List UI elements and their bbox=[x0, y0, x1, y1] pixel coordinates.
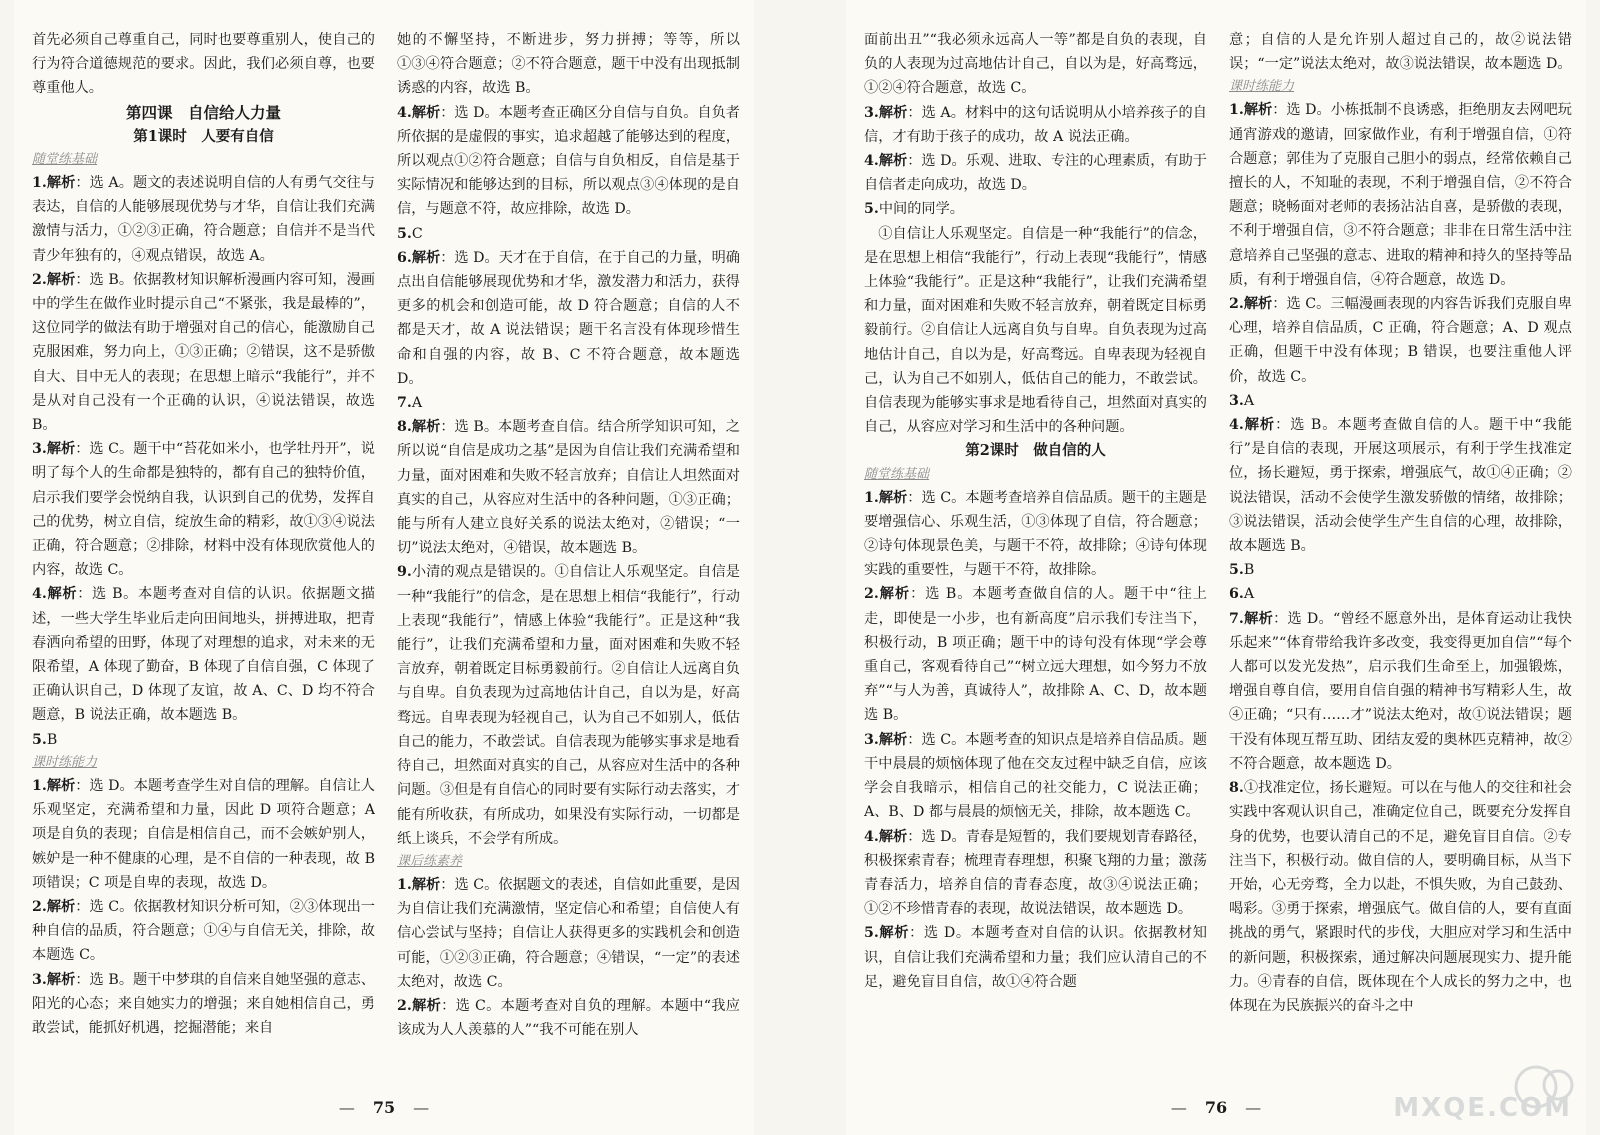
answer-item bbox=[397, 415, 740, 560]
answer-number: 5. bbox=[32, 731, 47, 748]
watermark-text: MXQE.COM bbox=[1393, 1093, 1572, 1123]
answer-keyword: 解析 bbox=[46, 971, 76, 988]
answer-keyword: 解析 bbox=[46, 898, 76, 915]
continued-paragraph: 面前出丑”“我必须永远高人一等”都是自负的表现，自负的人表现为过高地估计自己，自以为是，好高骛远，①②④符合题意，故选 C。 bbox=[864, 32, 1207, 97]
answer-number: 8. bbox=[1229, 780, 1244, 797]
answer-item bbox=[864, 728, 1207, 825]
answer-item bbox=[1229, 292, 1572, 389]
answer-text: ：选 C。依据教材知识分析可知，②③体现出一种自信的品质，符合题意；①④与自信无关，排除，故本题选 C。 bbox=[32, 898, 375, 964]
answer-item bbox=[864, 921, 1207, 994]
answer-number: 3. bbox=[1229, 392, 1244, 409]
left-page-column-1 bbox=[32, 28, 375, 1075]
answer-text: C bbox=[411, 225, 423, 242]
answer-text: ：选 B。本题考查自信。结合所学知识可知，之所以说“自信是成功之基”是因为自信让我们充满希望和力量，面对困难和失败不轻言放弃；自信让人坦然面对真实的自己，从容应对生活中的各种问题，①③正确；能与所有人建立良好关系的说法太绝对，②错误；“一切”说法太绝对，④错误，故本题选 B。 bbox=[397, 419, 740, 557]
answer-keyword: 解析 bbox=[46, 175, 76, 192]
answer-item bbox=[864, 101, 1207, 149]
answer-number: 1. bbox=[397, 876, 412, 893]
answer-number: 4. bbox=[32, 586, 47, 603]
answer-item bbox=[32, 437, 375, 582]
answer-keyword: 解析 bbox=[411, 104, 441, 121]
answer-number: 3. bbox=[32, 441, 47, 458]
answer-text: ①找准定位，扬长避短。可以在与他人的交往和社会实践中客观认识自己，准确定位自己，既要充分发挥自身的优势，也要认清自己的不足，避免盲目自信。②专注当下，积极行动。做自信的人，要明确目标，从当下开始，心无旁骛，全力以赴，不惧失败，为自己鼓劲、喝彩。③勇于探索，增强底气。做自信的人，要有直面挑战的勇气，紧跟时代的步伐，大胆应对学习和生活中的新问题，积极探索，通过解决问题展现实力、提升能力。④青春的自信，既体现在个人成长的努力之中，也体现在为民族振兴的奋斗之中 bbox=[1229, 780, 1572, 1014]
answer-keyword: 解析 bbox=[1243, 610, 1274, 627]
answer-text: ：选 B。本题考查做自信的人。题干中“往上走，即使是一小步，也有新高度”启示我们专注当下，积极行动，B 项正确；题干中的诗句没有体现“学会尊重自己，客观看待自己”“树立远大理想，如今努力不放弃”“与人为善，真诚待人”，故排除 A、C、D，故本题选 B。 bbox=[864, 586, 1207, 724]
answer-item bbox=[32, 895, 375, 968]
answer-item bbox=[397, 994, 740, 1042]
answer-text: A bbox=[1243, 586, 1255, 603]
section-tag: 课时练能力 bbox=[32, 754, 98, 770]
lesson-title: 第四课 自信给人力量 bbox=[125, 102, 281, 122]
answer-text: ：选 C。题干中“苔花如米小，也学牡丹开”，说明了每个人的生命都是独特的，都有自己的独特价值，启示我们要学会悦纳自我，认识到自己的优势，发挥自己的优势，树立自信，绽放生命的精彩，故①③④说法正确，符合题意；②排除，材料中没有体现欣赏他人的内容，故选 C。 bbox=[32, 441, 375, 579]
answer-text: ：选 C。本题考查对自负的理解。本题中“我应该成为人人羡慕的人”“我不可能在别人 bbox=[397, 997, 740, 1039]
answer-item bbox=[864, 582, 1207, 727]
answer-item bbox=[864, 825, 1207, 922]
answer-number: 1. bbox=[32, 175, 47, 192]
right-page bbox=[846, 0, 1586, 1135]
answer-text: ：选 D。乐观、进取、专注的心理素质，有助于自信者走向成功，故选 D。 bbox=[864, 153, 1207, 194]
section-title: 第1课时 人要有自信 bbox=[133, 127, 274, 145]
answer-item bbox=[864, 149, 1207, 197]
answer-text: ：选 C。依据题文的表述，自信如此重要，是因为自信让我们充满激情，坚定信心和希望；自信使人有信心尝试与坚持；自信让人获得更多的实践机会和创造可能，①②③正确，符合题意；④错误，“一定”的表述太绝对，故选 C。 bbox=[397, 876, 740, 990]
answer-text: 中间的同学。 bbox=[878, 201, 964, 218]
answer-keyword: 解析 bbox=[46, 441, 76, 458]
answer-text: ：选 B。本题考查对自信的认识。依据题文描述，一些大学生毕业后走向田间地头，拼搏进取，把青春洒向希望的田野，体现了对理想的追求，对未来的无限希望，A 体现了勤奋，B 体现了自信自强，C 体现了正确认识自己，D 体现了友谊，故 A、C、D 均不符合题意，B 说法正确，故本题选 B。 bbox=[32, 586, 375, 724]
answer-text: ：选 D。天才在于自信，在于自己的力量，明确点出自信能够展现优势和才华，激发潜力和活力，获得更多的机会和创造可能，故 D 符合题意；自信的人不都是天才，故 A 说法错误；题干名言没有体现珍惜生命和自强的内容，故 B、C 不符合题意，故本题选 D。 bbox=[397, 249, 740, 387]
answer-keyword: 解析 bbox=[46, 586, 78, 603]
answer-item bbox=[864, 486, 1207, 583]
answer-keyword: 解析 bbox=[46, 271, 76, 288]
answer-item bbox=[1229, 98, 1572, 292]
answer-text: ：选 D。本题考查正确区分自信与自负。自负者所依据的是虚假的事实，追求超越了能够达到的程度，所以观点①②符合题意；自信与自负相反，自信是基于实际情况和能够达到的目标，所以观点③④体现的是自信，与题意不符，故应排除，故选 D。 bbox=[397, 104, 740, 218]
answer-text: ：选 B。本题考查做自信的人。题干中“我能行”是自信的表现，开展这项展示，有利于学生找准定位，扬长避短，勇于探索，增强底气，故①④正确；②说法错误，活动不会使学生激发骄傲的情绪，故排除；③说法错误，活动会使学生产生自信的心理，故排除，故本题选 B。 bbox=[1229, 417, 1572, 555]
answer-keyword: 解析 bbox=[878, 586, 911, 603]
answer-item bbox=[32, 268, 375, 437]
answer-item bbox=[1229, 607, 1572, 776]
answer-text: B bbox=[46, 731, 58, 748]
answer-item bbox=[1229, 582, 1572, 606]
section-tag: 课时练能力 bbox=[1229, 79, 1295, 95]
answer-item bbox=[32, 968, 375, 1041]
answer-text: ：选 B。依据教材知识解析漫画内容可知，漫画中的学生在做作业时提示自己“不紧张，我是最棒的”，这位同学的做法有助于增强对自己的信心，能激励自己克服困难，努力向上，①③正确；②错误，这不是骄傲自大、目中无人的表现；在思想上暗示“我能行”，并不是从对自己没有一个正确的认识，④说法错误，故选 B。 bbox=[32, 271, 375, 434]
answer-number: 2. bbox=[1229, 296, 1244, 313]
answer-paragraph: ①自信让人乐观坚定。自信是一种“我能行”的信念，是在思想上相信“我能行”，行动上表现“我能行”，情感上体验“我能行”。正是这种“我能行”，让我们充满希望和力量，面对困难和失败不轻言放弃，朝着既定目标勇毅前行。②自信让人远离自负与自卑。自负表现为过高地估计自己，自以为是，好高骛远。自卑表现为轻视自己，认为自己不如别人，低估自己的能力，不敢尝试。自信表现为能够实事求是地看待自己，坦然面对真实的自己，从容应对学习和生活中的各种问题。 bbox=[864, 225, 1207, 436]
answer-text: ：选 C。三幅漫画表现的内容告诉我们克服自卑心理，培养自信品质，C 正确，符合题意；A、D 观点正确，但题干中没有体现；B 错误，也要注重他人评价，故选 C。 bbox=[1229, 296, 1572, 385]
answer-number: 5. bbox=[397, 225, 412, 242]
answer-text: ：选 C。本题考查的知识点是培养自信品质。题干中晨晨的烦恼体现了他在交友过程中缺乏自信，应该学会自我暗示，相信自己的社交能力，C 说法正确；A、B、D 都与晨晨的烦恼无关，排除，故本题选 C。 bbox=[864, 731, 1207, 821]
answer-item bbox=[864, 197, 1207, 221]
page-number: — 76 — bbox=[1170, 1098, 1262, 1117]
answer-keyword: 解析 bbox=[878, 153, 908, 170]
answer-keyword: 解析 bbox=[878, 828, 908, 845]
answer-text: B bbox=[1243, 562, 1255, 579]
answer-number: 5. bbox=[864, 925, 879, 942]
page-number-value: 76 bbox=[1204, 1098, 1228, 1117]
answer-number: 2. bbox=[32, 271, 47, 288]
answer-item bbox=[32, 774, 375, 895]
answer-text: ：选 D。“曾经不愿意外出，是体育运动让我快乐起来”“体育带给我许多改变，我变得更加自信”“每个人都可以发光发热”，启示我们生命至上，加强锻炼，增强自尊自信，要用自信自强的精神书写精彩人生，故④正确；“只有……才”说法太绝对，故①说法错误；题干没有体现互帮互助、团结友爱的奥林匹克精神，故②不符合题意，故本题选 D。 bbox=[1229, 610, 1572, 772]
answer-keyword: 解析 bbox=[411, 997, 442, 1014]
intro-paragraph: 首先必须自己尊重自己，同时也要尊重别人，使自己的行为符合道德规范的要求。因此，我们必须自尊，也要尊重他人。 bbox=[32, 32, 375, 97]
answer-keyword: 解析 bbox=[1243, 102, 1273, 119]
answer-keyword: 解析 bbox=[878, 489, 908, 506]
answer-number: 7. bbox=[397, 395, 412, 412]
answer-text: ：选 C。本题考查培养自信品质。题干的主题是要增强信心、乐观生活，①③体现了自信，符合题意；②诗句体现景色美，与题干不符，故排除；④诗句体现实践的重要性，与题干不符，故排除。 bbox=[864, 489, 1207, 579]
answer-number: 2. bbox=[864, 586, 879, 603]
answer-item bbox=[32, 171, 375, 268]
answer-number: 3. bbox=[864, 731, 879, 748]
continued-paragraph: 意；自信的人是允许别人超过自己的，故②说法错误；“一定”说法太绝对，故③说法错误，故本题选 D。 bbox=[1229, 32, 1572, 73]
left-page-column-2 bbox=[397, 28, 740, 1075]
answer-text: A bbox=[1243, 392, 1255, 409]
right-page-column-2 bbox=[1229, 28, 1572, 1075]
answer-number: 8. bbox=[397, 419, 412, 436]
section-title: 第2课时 做自信的人 bbox=[965, 442, 1106, 460]
answer-keyword: 解析 bbox=[411, 876, 441, 893]
answer-text: ：选 B。题干中梦琪的自信来自她坚强的意志、阳光的心态；来自她实力的增强；来自她相信自己，勇敢尝试，能抓好机遇，挖掘潜能；来自 bbox=[32, 971, 375, 1036]
answer-item bbox=[397, 222, 740, 246]
answer-keyword: 解析 bbox=[46, 777, 76, 794]
answer-item bbox=[1229, 776, 1572, 1018]
answer-item bbox=[397, 101, 740, 222]
answer-item bbox=[32, 582, 375, 727]
answer-item bbox=[1229, 558, 1572, 582]
answer-text: 小清的观点是错误的。①自信让人乐观坚定。自信是一种“我能行”的信念，是在思想上相信“我能行”，行动上表现“我能行”，情感上体验“我能行”。正是这种“我能行”，让我们充满希望和力量，面对困难和失败不轻言放弃，朝着既定目标勇毅前行。②自信让人远离自负与自卑。自负表现为过高地估计自己，自以为是，好高骛远。自卑表现为轻视自己，认为自己不如别人，低估自己的能力，不敢尝试。自信表现为能够实事求是地看待自己，坦然面对真实的自己，从容应对生活中的各种问题。③但是有自信心的同时要有实际行动去落实，才能有所收获，有所成功，如果没有实际行动，一切都是纸上谈兵，不会学有所成。 bbox=[397, 564, 740, 847]
answer-number: 3. bbox=[32, 971, 47, 988]
answer-number: 4. bbox=[864, 828, 879, 845]
answer-number: 9. bbox=[397, 564, 412, 581]
answer-number: 1. bbox=[864, 489, 879, 506]
answer-item bbox=[397, 560, 740, 850]
answer-number: 4. bbox=[864, 153, 879, 170]
section-tag: 课后练素养 bbox=[397, 853, 463, 869]
answer-keyword: 解析 bbox=[411, 249, 441, 266]
answer-keyword: 解析 bbox=[878, 731, 908, 748]
answer-number: 1. bbox=[32, 777, 47, 794]
right-page-column-1 bbox=[864, 28, 1207, 1075]
answer-keyword: 解析 bbox=[878, 925, 910, 942]
answer-text: ：选 D。小栋抵制不良诱惑，拒绝朋友去网吧玩通宵游戏的邀请，回家做作业，有利于增强自信，①符合题意；郭佳为了克服自己胆小的弱点，经常依赖自己擅长的人，不知耻的表现，不利于增强自信，②不符合题意；晓畅面对老师的表扬沾沾自喜，是骄傲的表现，不利于增强自信，③不符合题意；非非在日常生活中注意培养自己坚强的意志、进取的精神和持久的坚持等品质，有利于增强自信，④符合题意，故选 D。 bbox=[1229, 102, 1572, 288]
answer-keyword: 解析 bbox=[1243, 296, 1273, 313]
answer-number: 3. bbox=[864, 104, 879, 121]
answer-number: 5. bbox=[864, 201, 879, 218]
answer-text: ：选 D。本题考查对自信的认识。依据教材知识，自信让我们充满希望和力量；我们应认清自己的不足，避免盲目自信，故①④符合题 bbox=[864, 925, 1207, 990]
left-page bbox=[14, 0, 754, 1135]
answer-item bbox=[397, 873, 740, 994]
answer-text: ：选 D。本题考查学生对自信的理解。自信让人乐观坚定，充满希望和力量，因此 D 项符合题意；A 项是自负的表现；自信是相信自己，而不会嫉妒别人，嫉妒是一种不健康的心理，是不自信的一种表现，故 B 项错误；C 项是自卑的表现，故选 D。 bbox=[32, 777, 375, 891]
answer-item bbox=[32, 728, 375, 752]
answer-text: ：选 D。青春是短暂的，我们要规划青春路径，积极探索青春；梳理青春理想，积聚飞翔的力量；激荡青春活力，培养自信的青春态度，故③④说法正确；①②不珍惜青春的表现，故说法错误，故本题选 D。 bbox=[864, 828, 1207, 918]
answer-item bbox=[397, 391, 740, 415]
answer-number: 2. bbox=[397, 997, 412, 1014]
continued-paragraph: 她的不懈坚持，不断进步，努力拼搏；等等，所以①③④符合题意；②不符合题意，题干中没有出现抵制诱惑的内容，故选 B。 bbox=[397, 32, 740, 97]
answer-number: 6. bbox=[397, 249, 412, 266]
answer-text: ：选 A。题文的表述说明自信的人有勇气交往与表达，自信的人能够展现优势与才华，自信让我们充满激情与活力，①②③正确，符合题意；自信并不是当代青少年独有的，④观点错误，故选 A。 bbox=[32, 175, 375, 264]
section-tag: 随堂练基础 bbox=[32, 152, 98, 168]
section-tag: 随堂练基础 bbox=[864, 466, 930, 482]
page-number: — 75 — bbox=[338, 1098, 430, 1117]
answer-number: 5. bbox=[1229, 562, 1244, 579]
answer-number: 2. bbox=[32, 898, 47, 915]
answer-item bbox=[1229, 389, 1572, 413]
answer-text: ：选 A。材料中的这句话说明从小培养孩子的自信，才有助于孩子的成功，故 A 说法正确。 bbox=[864, 104, 1207, 145]
answer-keyword: 解析 bbox=[1243, 417, 1276, 434]
answer-keyword: 解析 bbox=[411, 419, 441, 436]
answer-text: A bbox=[411, 395, 423, 412]
answer-number: 4. bbox=[397, 104, 412, 121]
page-number-value: 75 bbox=[372, 1098, 396, 1117]
answer-number: 7. bbox=[1229, 610, 1244, 627]
answer-item bbox=[397, 246, 740, 391]
answer-number: 1. bbox=[1229, 102, 1244, 119]
answer-number: 6. bbox=[1229, 586, 1244, 603]
answer-item bbox=[1229, 413, 1572, 558]
watermark-logo bbox=[1393, 1059, 1576, 1129]
answer-number: 4. bbox=[1229, 417, 1244, 434]
answer-keyword: 解析 bbox=[878, 104, 908, 121]
